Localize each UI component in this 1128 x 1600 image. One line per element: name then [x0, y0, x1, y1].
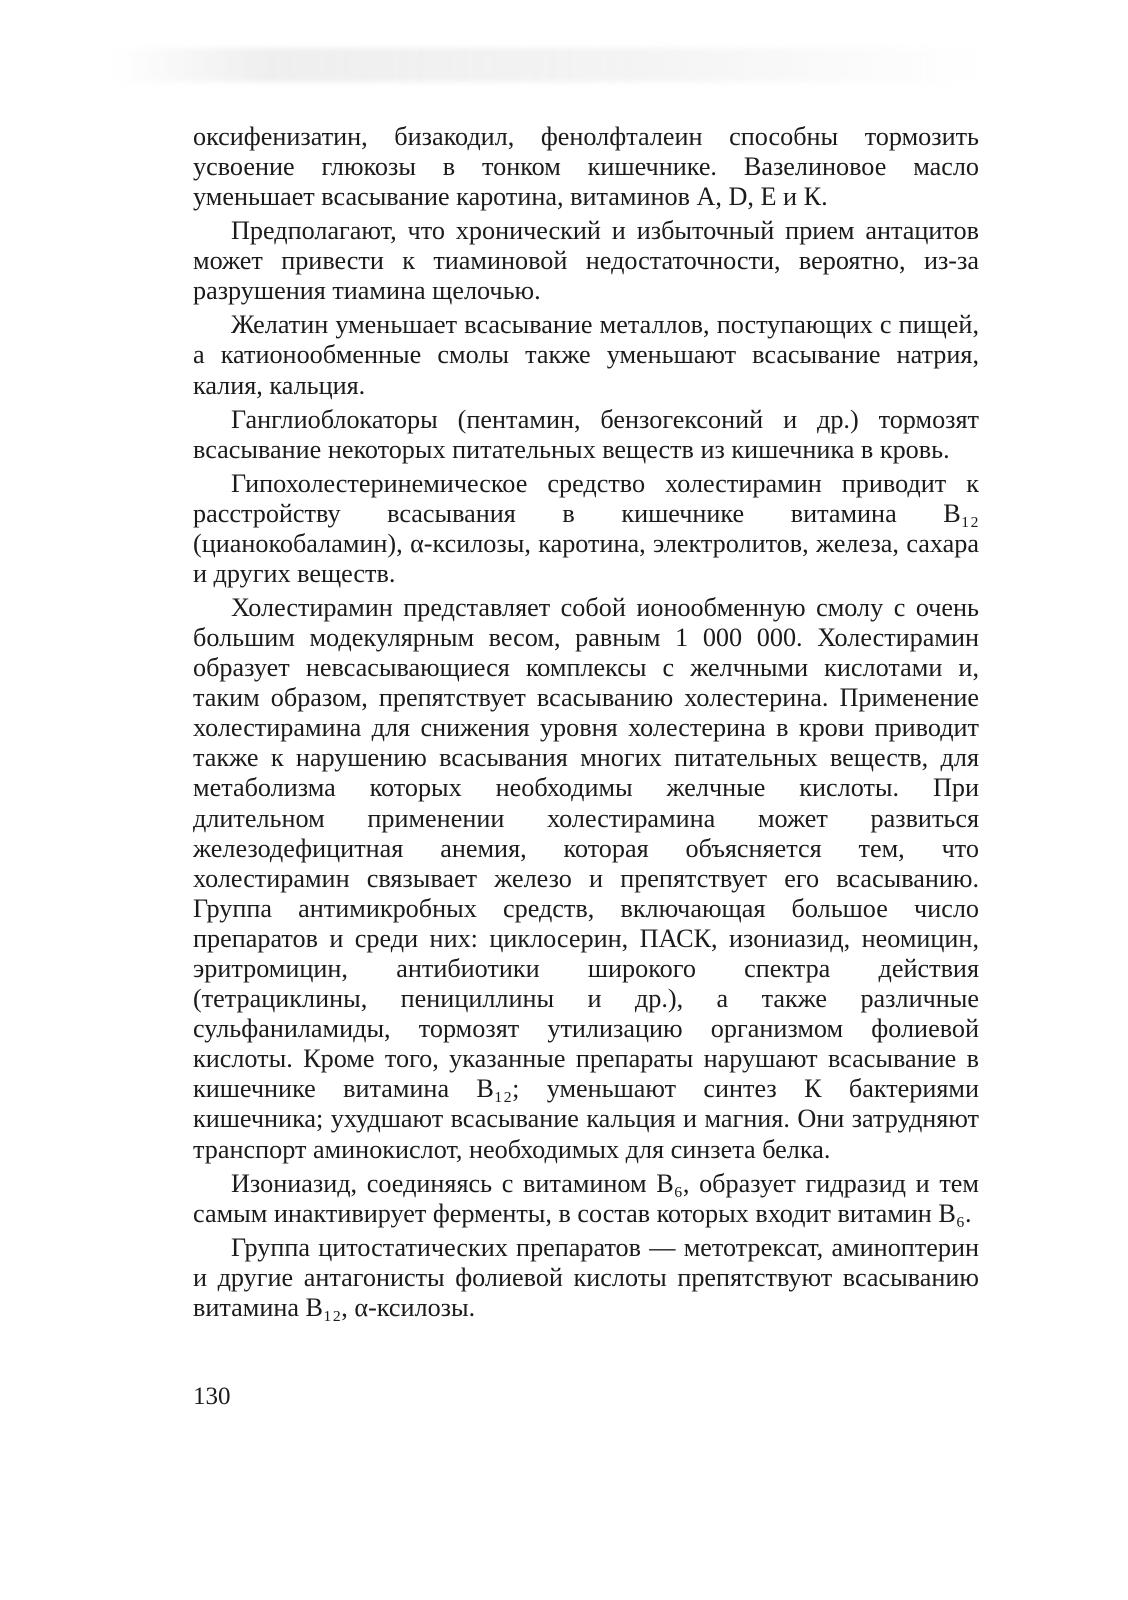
paragraph: Изониазид, соединяясь с витамином B₆, образует гидразид и тем самым инактивирует ферменты, в состав которых входит витамин B₆.: [193, 1168, 979, 1228]
body-text: [193, 122, 979, 1327]
paragraph: Гипохолестеринемическое средство холестирамин приводит к расстройству всасывания в кишечнике витамина B₁₂ (цианокобаламин), α-ксилозы, каротина, электролитов, железа, сахара и других веществ.: [193, 468, 979, 588]
paragraph: Предполагают, что хронический и избыточный прием антацитов может привести к тиаминовой недостаточности, вероятно, из-за разрушения тиамина щелочью.: [193, 216, 979, 306]
scan-smudge: [110, 48, 990, 82]
page-number: 130: [193, 1383, 231, 1410]
paragraph: оксифенизатин, бизакодил, фенолфталеин способны тормозить усвоение глюкозы в тонком кишечнике. Вазелиновое масло уменьшает всасывание каротина, витаминов А, D, Е и К.: [193, 122, 979, 212]
paragraph: Желатин уменьшает всасывание металлов, поступающих с пищей, а катионообменные смолы также уменьшают всасывание натрия, калия, кальция.: [193, 310, 979, 400]
paragraph: Группа цитостатических препаратов — метотрексат, аминоптерин и другие антагонисты фолиевой кислоты препятствуют всасыванию витамина B₁₂, α-ксилозы.: [193, 1232, 979, 1322]
paragraph: Холестирамин представляет собой ионообменную смолу с очень большим модекулярным весом, равным 1 000 000. Холестирамин образует невсасывающиеся комплексы с желчными кислотами и, таким образом, препятствует всасыванию холестерина. Применение холестирамина для снижения уровня холестерина в крови приводит также к нарушению всасывания многих питательных веществ, для метаболизма которых необходимы желчные кислоты. При длительном применении холестирамина может развиться железодефицитная анемия, которая объясняется тем, что холестирамин связывает железо и препятствует его всасыванию. Группа антимикробных средств, включающая большое число препаратов и среди них: циклосерин, ПАСК, изониазид, неомицин, эритромицин, антибиотики широкого спектра действия (тетрациклины, пенициллины и др.), а также различные сульфаниламиды, тормозят утилизацию организмом фолиевой кислоты. Кроме того, указанные препараты нарушают всасывание в кишечнике витамина B₁₂; уменьшают синтез К бактериями кишечника; ухудшают всасывание кальция и магния. Они затрудняют транспорт аминокислот, необходимых для синзета белка.: [193, 592, 979, 1164]
paragraph: Ганглиоблокаторы (пентамин, бензогексоний и др.) тормозят всасывание некоторых питательных веществ из кишечника в кровь.: [193, 404, 979, 464]
